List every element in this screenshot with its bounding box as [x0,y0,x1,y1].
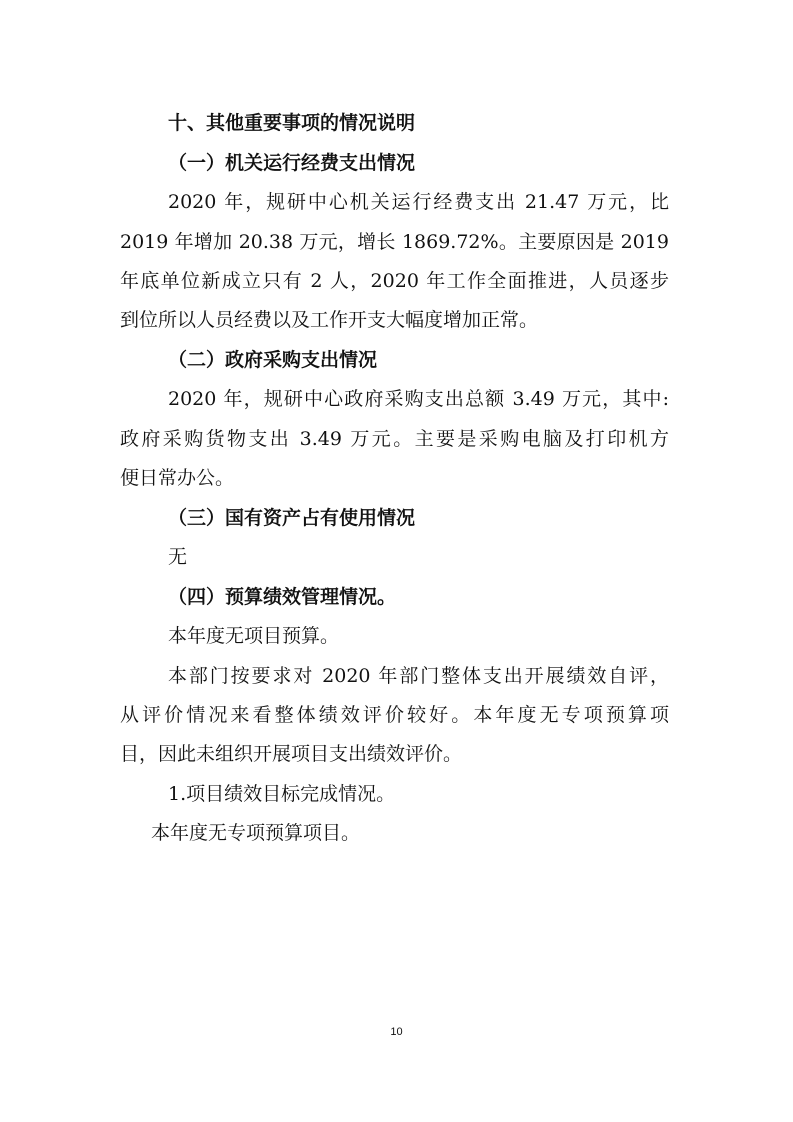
page-number: 10 [390,1026,403,1038]
paragraph-line: 本年度无项目预算。 [168,625,340,647]
subsection-heading-4: （四）预算绩效管理情况。 [168,586,397,608]
subsection-heading-3: （三）国有资产占有使用情况 [168,507,416,529]
paragraph-line: 政府采购货物支出 3.49 万元。主要是采购电脑及打印机方 [120,428,669,450]
subsection-heading-1: （一）机关运行经费支出情况 [168,152,416,174]
paragraph-line: 本年度无专项预算项目。 [151,822,361,844]
paragraph-line: 无 [168,546,188,568]
paragraph-line: 目，因此未组织开展项目支出绩效评价。 [120,743,463,765]
paragraph-line: 便日常办公。 [120,467,235,489]
paragraph-line: 1.项目绩效目标完成情况。 [168,783,396,805]
paragraph-line: 2020 年，规研中心机关运行经费支出 21.47 万元，比 [168,191,669,213]
paragraph-line: 2020 年，规研中心政府采购支出总额 3.49 万元，其中: [168,388,669,410]
paragraph-line: 本部门按要求对 2020 年部门整体支出开展绩效自评， [168,665,669,687]
paragraph-line: 从评价情况来看整体绩效评价较好。本年度无专项预算项 [120,704,669,726]
section-title: 十、其他重要事项的情况说明 [168,112,416,134]
paragraph-line: 到位所以人员经费以及工作开支大幅度增加正常。 [120,309,539,331]
paragraph-line: 2019 年增加 20.38 万元，增长 1869.72%。主要原因是 2019 [120,231,669,253]
paragraph-line: 年底单位新成立只有 2 人，2020 年工作全面推进，人员逐步 [120,270,669,292]
subsection-heading-2: （二）政府采购支出情况 [168,349,378,371]
